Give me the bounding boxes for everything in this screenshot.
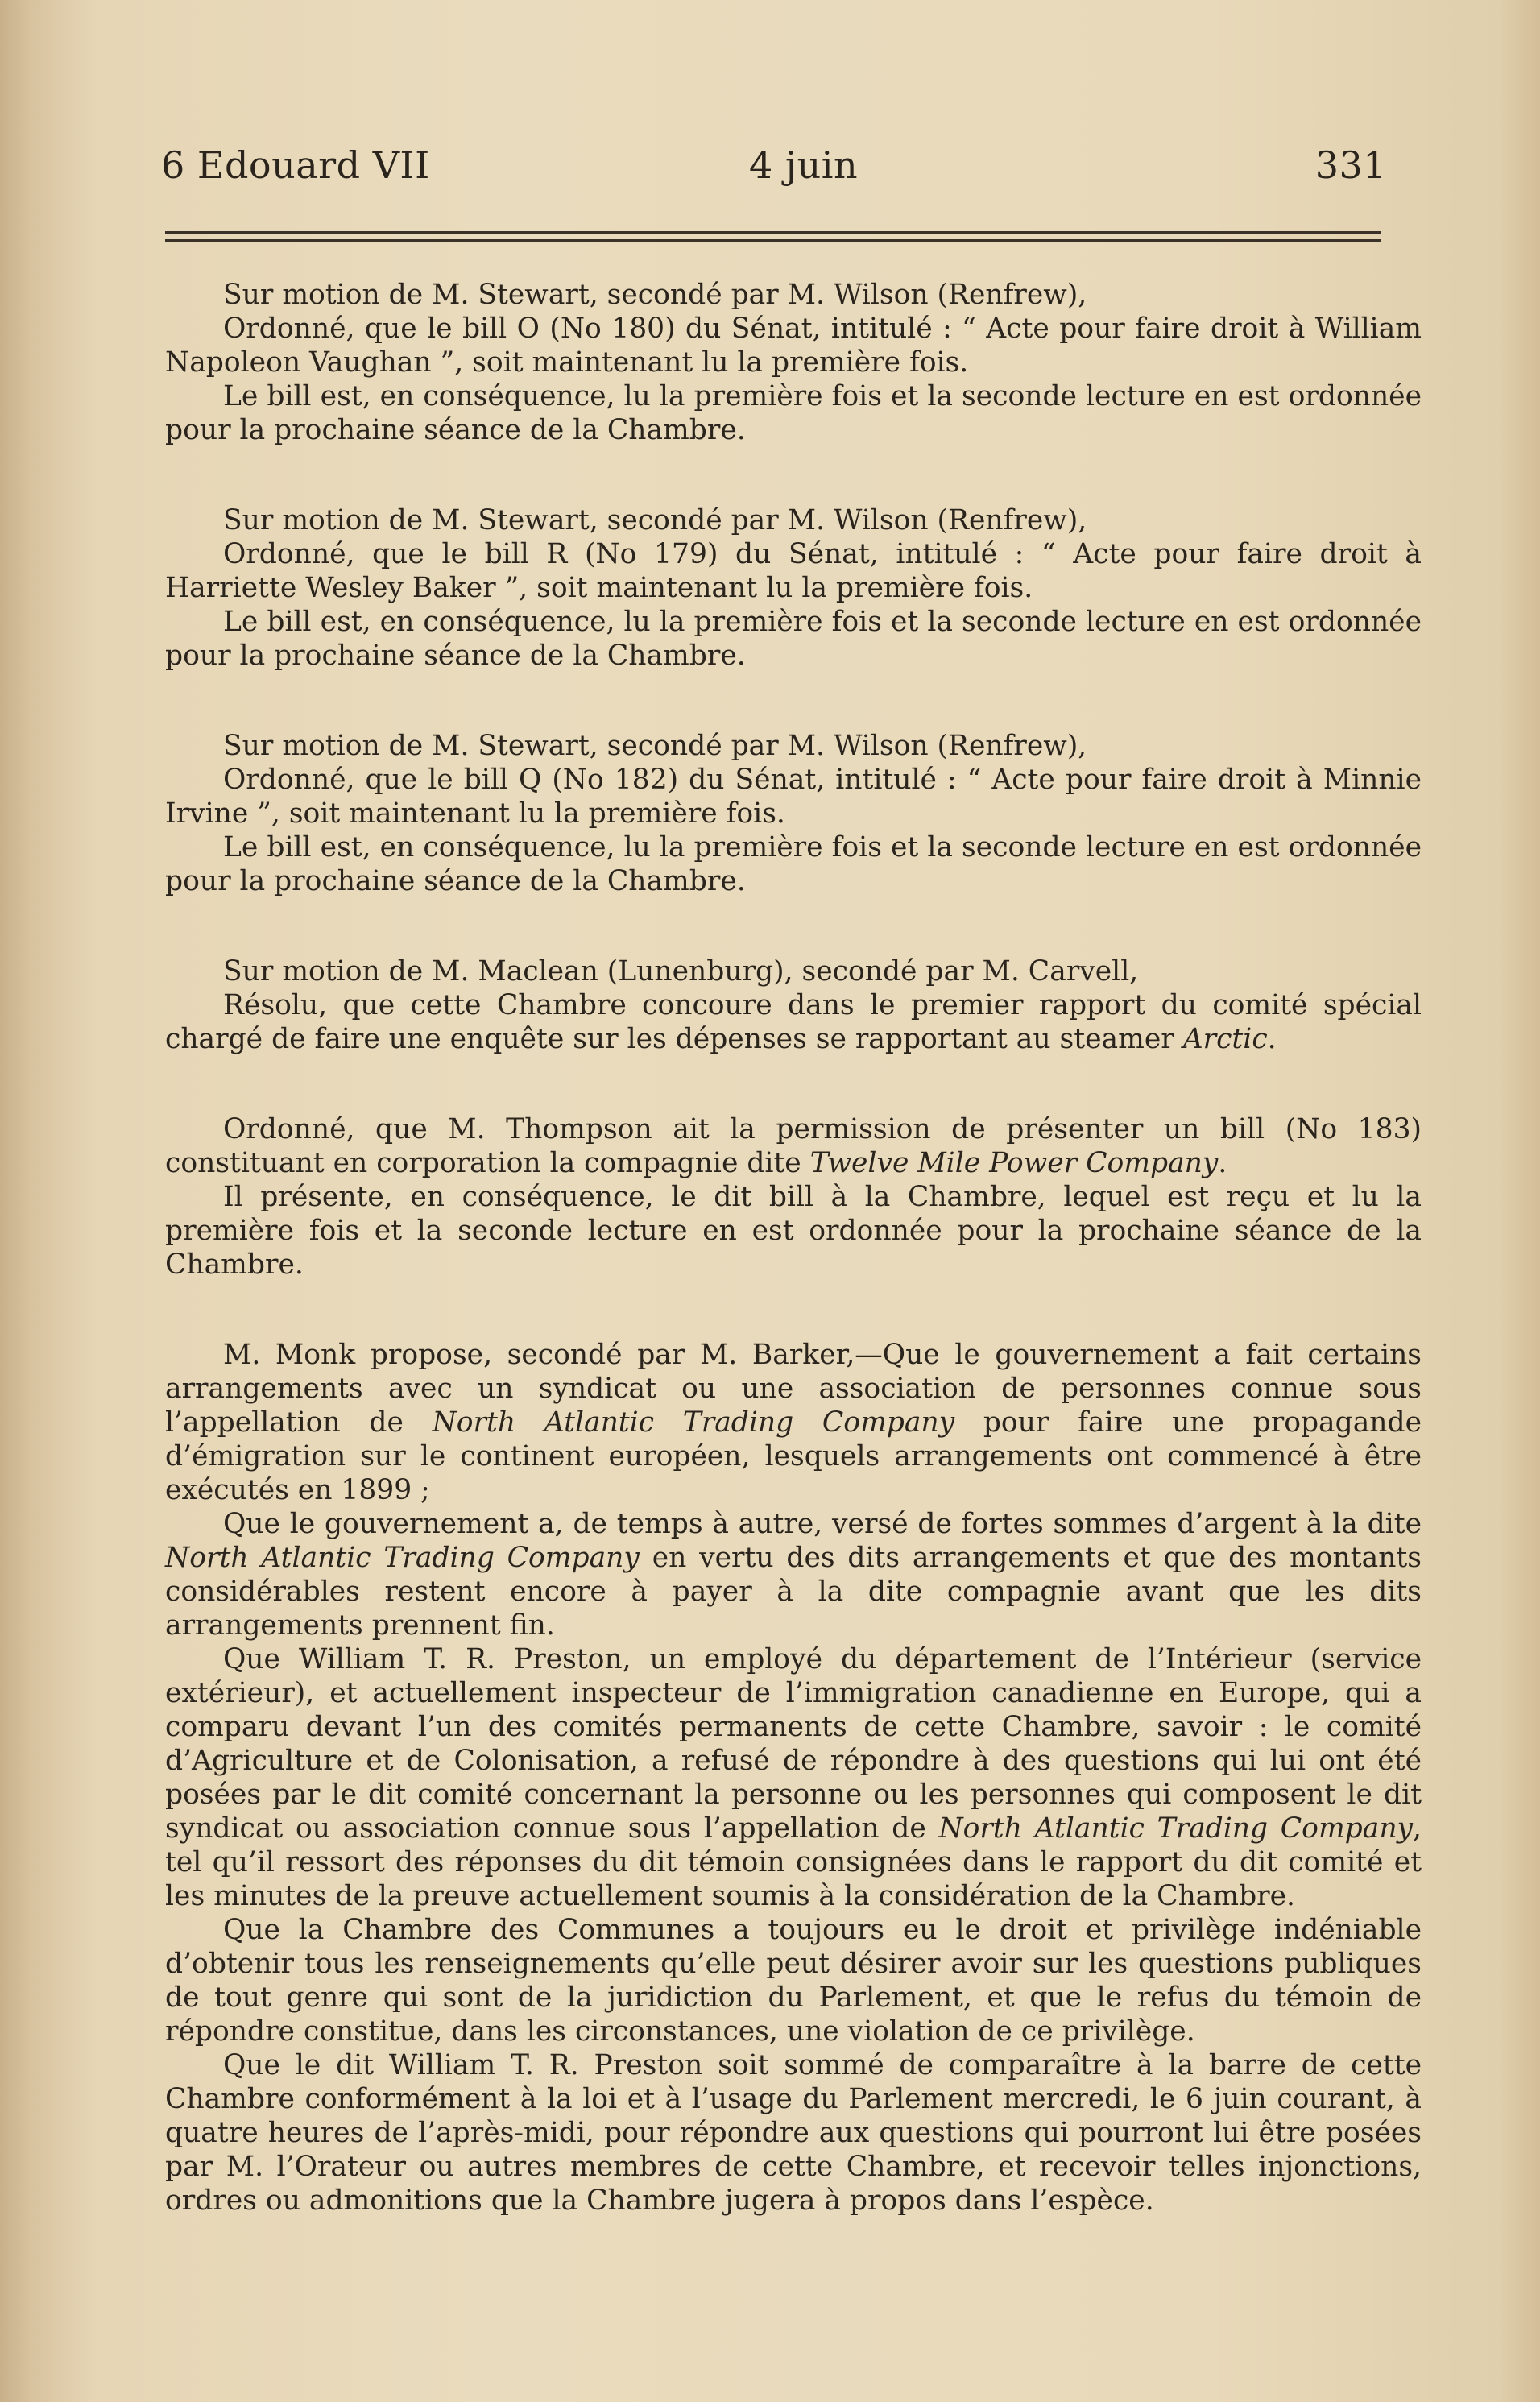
- entry-monk-motion: [165, 1338, 1422, 2218]
- order-text: Ordonné, que le bill R (No 179) du Sénat, intitulé : “ Acte pour faire droit à Harriette Wesley Baker ”, soit maintenant lu la première fois.: [165, 538, 1422, 604]
- header-rule-top: [165, 231, 1381, 234]
- header-date: 4 juin: [749, 143, 859, 187]
- company-name: North Atlantic Trading Company: [165, 1542, 640, 1574]
- motion-paragraph-3: [165, 1642, 1422, 1913]
- motion-line: Sur motion de M. Stewart, secondé par M. Wilson (Renfrew),: [223, 504, 1087, 536]
- text-run: M. Monk propose, secondé par M. Barker,—Que le gouvernement a fait certains arrangements avec un syndicat ou une association de personnes connue sous l’appellation de: [165, 1339, 1422, 1439]
- entry-bill-183: [165, 1112, 1422, 1282]
- resolution-text-start: Résolu, que cette Chambre concoure dans le premier rapport du comité spécial chargé de faire une enquête sur les dépenses se rapportant au steamer: [165, 989, 1422, 1055]
- entry-bill-o: [165, 278, 1422, 447]
- text-run: , tel qu’il ressort des réponses du dit témoin consignées dans le rapport du dit comité et les minutes de la preuve actuellement soumis à la considération de la Chambre.: [165, 1812, 1422, 1912]
- header-rule-bottom: [165, 239, 1381, 242]
- motion-paragraph-4: Que la Chambre des Communes a toujours eu le droit et privilège indéniable d’obtenir tous les renseignements qu’elle peut désirer avoir sur les questions publiques de tout genre qui sont de la juridiction du Parlement, et que le refus du témoin de répondre constitue, dans les circonstances, une violation de ce privilège.: [165, 1914, 1422, 2048]
- motion-paragraph-1: [165, 1338, 1422, 1507]
- text-run: pour faire une propagande d’émigration sur le continent européen, lesquels arrangements ont commencé à être exécutés en 1899 ;: [165, 1406, 1422, 1506]
- order-text-start: Ordonné, que M. Thompson ait la permission de présenter un bill (No 183) constituant en corporation la compagnie dite: [165, 1113, 1422, 1179]
- entry-arctic-report: [165, 955, 1422, 1056]
- page-number: 331: [1314, 143, 1387, 187]
- order-text: Ordonné, que le bill Q (No 182) du Sénat, intitulé : “ Acte pour faire droit à Minnie Irvine ”, soit maintenant lu la première fois.: [165, 764, 1422, 830]
- result-text: Il présente, en conséquence, le dit bill à la Chambre, lequel est reçu et lu la première fois et la seconde lecture en est ordonnée pour la prochaine séance de la Chambre.: [165, 1181, 1422, 1281]
- result-text: Le bill est, en conséquence, lu la première fois et la seconde lecture en est ordonnée pour la prochaine séance de la Chambre.: [165, 380, 1422, 446]
- company-name: North Atlantic Trading Company: [938, 1812, 1414, 1845]
- result-text: Le bill est, en conséquence, lu la première fois et la seconde lecture en est ordonnée pour la prochaine séance de la Chambre.: [165, 831, 1422, 897]
- company-name: Twelve Mile Power Company: [809, 1147, 1219, 1179]
- text-run: Que William T. R. Preston, un employé du département de l’Intérieur (service extérieur), et actuellement inspecteur de l’immigration canadienne en Europe, qui a comparu devant l’un des comités permanents de cette Chambre, savoir : le comité d’Agriculture et de Colonisation, a refusé de répondre à des questions qui lui ont été posées par le dit comité concernant la personne ou les personnes qui composent le dit syndicat ou association connue sous l’appellation de: [165, 1643, 1422, 1845]
- order-text: [165, 1112, 1422, 1180]
- motion-paragraph-5: Que le dit William T. R. Preston soit sommé de comparaître à la barre de cette Chambre conformément à la loi et à l’usage du Parlement mercredi, le 6 juin courant, à quatre heures de l’après-midi, pour répondre aux questions qui pourront lui être posées par M. l’Orateur ou autres membres de cette Chambre, et recevoir telles injonctions, ordres ou admonitions que la Chambre jugera à propos dans l’espèce.: [165, 2049, 1422, 2217]
- resolution-text-end: .: [1267, 1023, 1277, 1055]
- header-regnal-year: 6 Edouard VII: [161, 143, 430, 187]
- text-run: Que le gouvernement a, de temps à autre, versé de fortes sommes d’argent à la dite: [223, 1508, 1422, 1540]
- order-text: Ordonné, que le bill O (No 180) du Sénat, intitulé : “ Acte pour faire droit à William Napoleon Vaughan ”, soit maintenant lu la première fois.: [165, 313, 1422, 379]
- order-text-end: .: [1218, 1147, 1227, 1179]
- company-name: North Atlantic Trading Company: [432, 1406, 955, 1439]
- entry-bill-q: [165, 729, 1422, 898]
- page-header: [161, 143, 1387, 200]
- motion-line: Sur motion de M. Maclean (Lunenburg), secondé par M. Carvell,: [223, 955, 1139, 988]
- result-text: Le bill est, en conséquence, lu la première fois et la seconde lecture en est ordonnée pour la prochaine séance de la Chambre.: [165, 606, 1422, 672]
- page-body: [165, 278, 1422, 2218]
- motion-line: Sur motion de M. Stewart, secondé par M. Wilson (Renfrew),: [223, 279, 1087, 311]
- entry-bill-r: [165, 503, 1422, 673]
- resolution-text: [165, 988, 1422, 1056]
- motion-paragraph-2: [165, 1507, 1422, 1642]
- ship-name: Arctic: [1182, 1023, 1268, 1055]
- motion-line: Sur motion de M. Stewart, secondé par M. Wilson (Renfrew),: [223, 730, 1087, 762]
- text-run: en vertu des dits arrangements et que des montants considérables restent encore à payer à la dite compagnie avant que les dits arrangements prennent fin.: [165, 1542, 1422, 1642]
